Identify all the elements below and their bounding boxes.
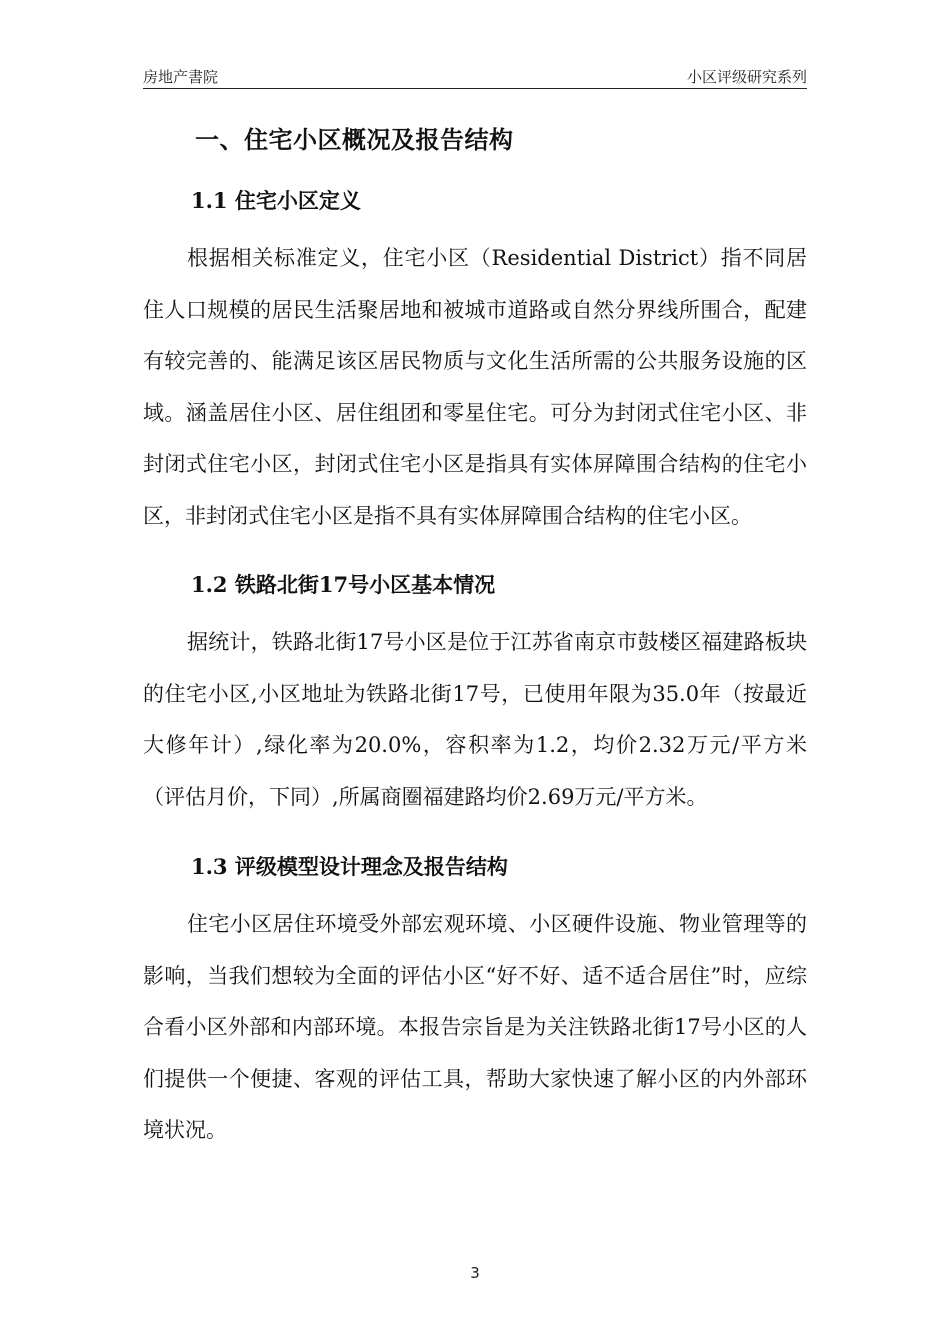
page-number: 3 bbox=[470, 1264, 480, 1282]
section-heading-1-3: 1.3 评级模型设计理念及报告结构 bbox=[191, 854, 508, 879]
document-body bbox=[143, 112, 807, 1157]
header-publisher: 房地产書院 bbox=[143, 68, 219, 86]
section-body-1-2: 据统计，铁路北街17号小区是位于江苏省南京市鼓楼区福建路板块的住宅小区,小区地址为铁路北街17号，已使用年限为35.0年（按最近大修年计）,绿化率为20.0%，容积率为1.2，均价2.32万元/平方米（评估月价，下同）,所属商圈福建路均价2.69万元/平方米。 bbox=[143, 630, 807, 809]
header-series-title: 小区评级研究系列 bbox=[686, 68, 807, 86]
section-body-1-1: 根据相关标准定义，住宅小区（Residential District）指不同居住人口规模的居民生活聚居地和被城市道路或自然分界线所围合，配建有较完善的、能满足该区居民物质与文化生活所需的公共服务设施的区域。涵盖居住小区、居住组团和零星住宅。可分为封闭式住宅小区、非封闭式住宅小区，封闭式住宅小区是指具有实体屏障围合结构的住宅小区，非封闭式住宅小区是指不具有实体屏障围合结构的住宅小区。 bbox=[143, 246, 807, 528]
section-heading-1-2: 1.2 铁路北街17号小区基本情况 bbox=[191, 572, 496, 597]
page-header bbox=[143, 66, 807, 89]
chapter-title: 一、住宅小区概况及报告结构 bbox=[195, 125, 514, 154]
section-body-1-3: 住宅小区居住环境受外部宏观环境、小区硬件设施、物业管理等的影响，当我们想较为全面的评估小区“好不好、适不适合居住”时，应综合看小区外部和内部环境。本报告宗旨是为关注铁路北街17号小区的人们提供一个便捷、客观的评估工具，帮助大家快速了解小区的内外部环境状况。 bbox=[143, 912, 807, 1142]
section-heading-1-1: 1.1 住宅小区定义 bbox=[191, 188, 361, 213]
